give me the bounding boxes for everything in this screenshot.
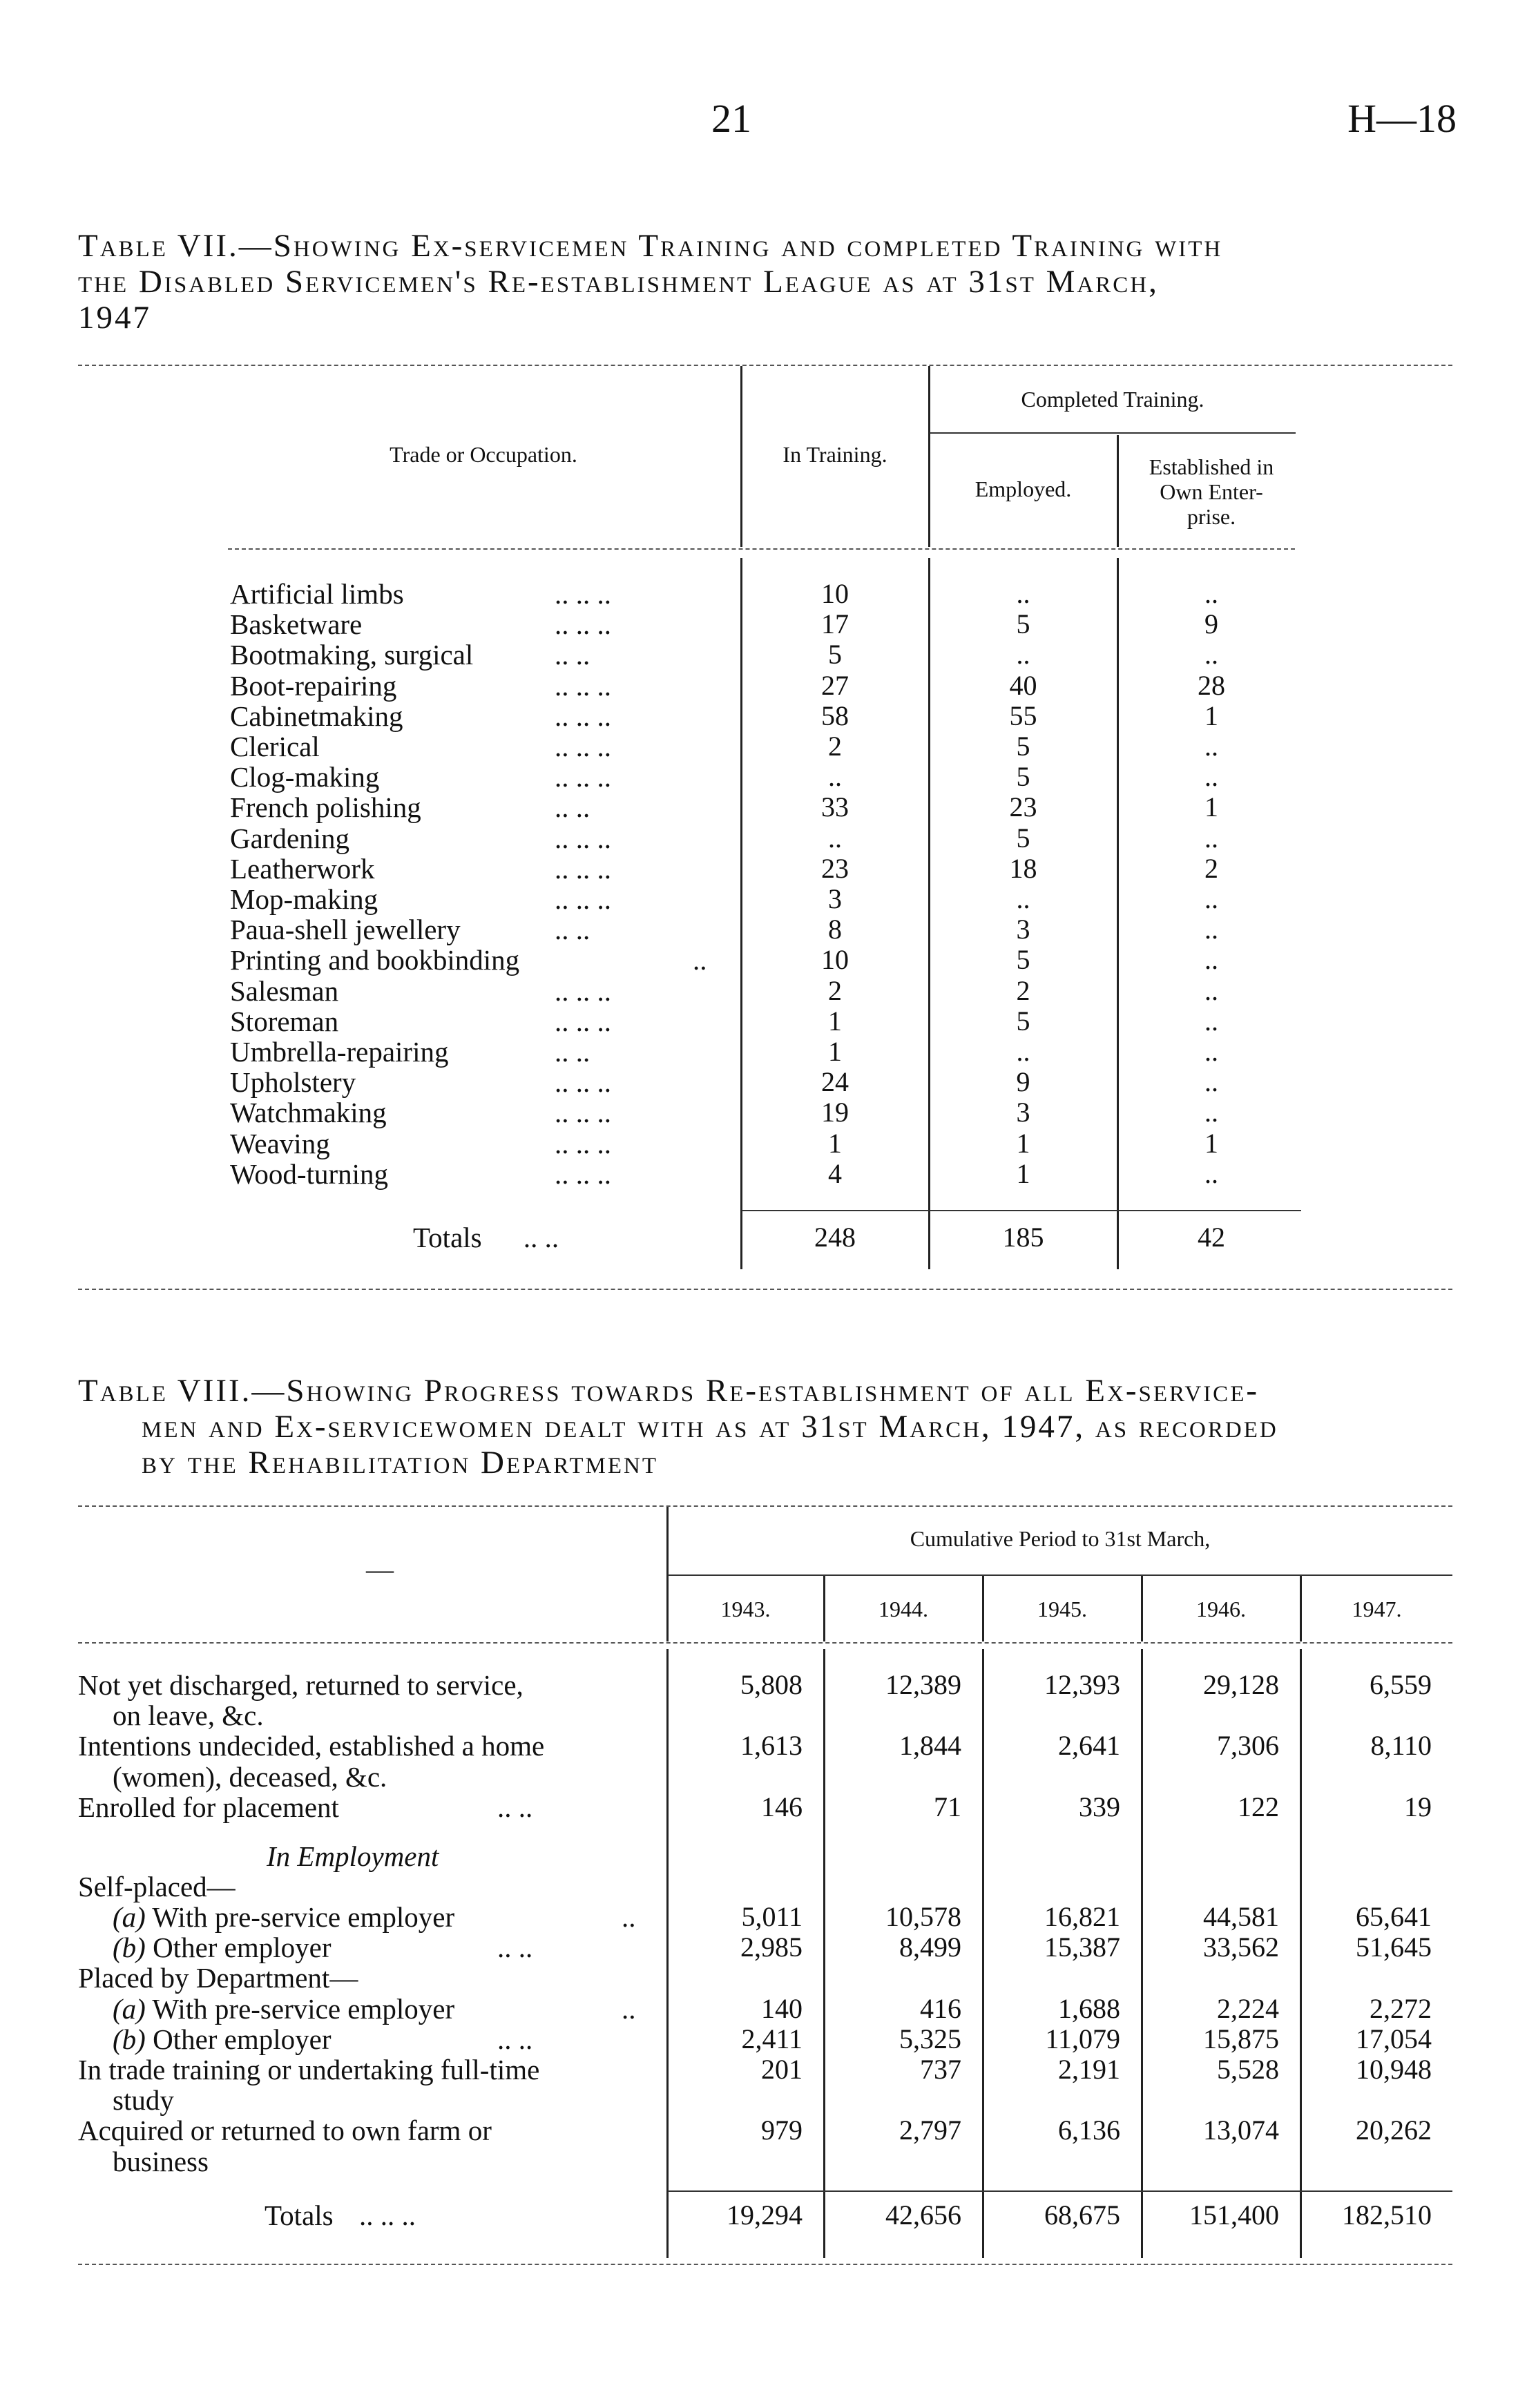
- table8-subrow-prefix: (b): [113, 1932, 146, 1964]
- table7-established-cell: ..: [1204, 1066, 1218, 1098]
- table7-trade-leader: .. .. ..: [555, 1005, 611, 1037]
- table7-trade-cell: [230, 1127, 611, 1159]
- table7-in-training-cell: ..: [828, 761, 842, 793]
- table7-established-cell: ..: [1204, 944, 1218, 976]
- table7-established-cell: ..: [1204, 731, 1218, 762]
- table8-row-label-cont: study: [113, 2084, 174, 2117]
- table7-employed-cell: 5: [1016, 761, 1030, 793]
- table7-trade-leader: .. ..: [555, 914, 590, 946]
- table8-value-cell: 1,688: [1058, 1992, 1120, 2024]
- table7-title-line2: the Disabled Servicemen's Re-establishment League as at 31st March,: [78, 264, 1159, 300]
- table8-value-cell: 182,510: [1342, 2199, 1432, 2231]
- table7-trade-leader: .. .. ..: [555, 852, 611, 885]
- table7-totals-label: [413, 1222, 559, 1253]
- table7-employed-cell: 5: [1016, 822, 1030, 854]
- table8-value-cell: 13,074: [1203, 2115, 1279, 2146]
- table7-employed-cell: 3: [1016, 1097, 1030, 1128]
- table7-in-training-cell: 10: [821, 578, 849, 609]
- table7-in-training-cell: 10: [821, 944, 849, 976]
- table8-value-cell: 5,011: [741, 1900, 803, 1932]
- table7-trade-name: Umbrella-repairing: [230, 1036, 449, 1068]
- table7-trade-name: Salesman: [230, 974, 339, 1007]
- table8-title-line2: men and Ex-servicewomen dealt with as at 31st March, 1947, as recorded: [142, 1409, 1278, 1445]
- table7-in-training-cell: 5: [828, 639, 842, 671]
- table8-year-header: 1943.: [720, 1597, 771, 1621]
- table8-value-cell: 12,389: [885, 1669, 961, 1700]
- table7-established-cell: ..: [1204, 914, 1218, 945]
- table8-subrow-leader: ..: [622, 1992, 636, 2025]
- table8-subrow-label: [113, 1994, 454, 2024]
- table8-header-rule: [78, 1642, 1452, 1644]
- table7-trade-leader: .. .. ..: [555, 1066, 611, 1099]
- table7-employed-cell: 23: [1009, 791, 1037, 823]
- table7-trade-leader: .. .. ..: [555, 883, 611, 915]
- table7-header-completed: Completed Training.: [1021, 387, 1204, 412]
- table7-employed-cell: 5: [1016, 1005, 1030, 1037]
- table8-value-cell: 51,645: [1356, 1932, 1432, 1963]
- table7-in-training-cell: 58: [821, 700, 849, 731]
- table8-value-cell: 1,613: [740, 1730, 803, 1762]
- table7-total-established: 42: [1198, 1222, 1225, 1253]
- table7-trade-name: Cabinetmaking: [230, 700, 403, 732]
- table8-row-label: Acquired or returned to own farm or: [78, 2115, 492, 2147]
- table7-established-cell: 1: [1204, 1127, 1218, 1159]
- table7-employed-cell: 3: [1016, 914, 1030, 945]
- table7-trade-name: Wood-turning: [230, 1157, 389, 1190]
- table7-trade-leader: .. .. ..: [555, 761, 611, 793]
- table8-subrow-label: [113, 1932, 332, 1963]
- table8-value-cell: 12,393: [1044, 1669, 1120, 1700]
- table8-subrow-leader: ..: [622, 1900, 636, 1933]
- table8-year-header: 1944.: [878, 1597, 928, 1621]
- table8-value-cell: 339: [1079, 1791, 1120, 1822]
- table8-value-cell: 44,581: [1203, 1900, 1279, 1932]
- table8-value-cell: 16,821: [1044, 1900, 1120, 1932]
- table7-trade-leader: .. .. ..: [555, 578, 611, 610]
- table7-trade-leader: .. ..: [555, 791, 590, 824]
- table8-in-employment-heading: In Employment: [267, 1840, 439, 1872]
- table7-employed-cell: 5: [1016, 731, 1030, 762]
- table8-totals-label: Totals: [265, 2199, 334, 2231]
- table7-trade-name: Storeman: [230, 1005, 339, 1037]
- table8-header-stub: —: [366, 1554, 394, 1585]
- table7-established-cell: 28: [1198, 669, 1225, 701]
- table8-value-cell: 2,411: [741, 2023, 803, 2054]
- table7-trade-leader: .. .. ..: [555, 1157, 611, 1190]
- table8-value-cell: 5,528: [1217, 2053, 1279, 2085]
- table8-title-line3: by the Rehabilitation Department: [142, 1445, 658, 1481]
- table7-in-training-cell: 1: [828, 1036, 842, 1067]
- table8-header-period: Cumulative Period to 31st March,: [910, 1526, 1211, 1551]
- table7-trade-name: Gardening: [230, 822, 350, 854]
- table7-trade-cell: [230, 578, 611, 610]
- table7-trade-cell: [230, 822, 611, 854]
- table8-top-rule: [78, 1505, 1452, 1507]
- table8-value-cell: 151,400: [1189, 2199, 1279, 2231]
- table8-subrow-text: Other employer: [153, 2023, 332, 2055]
- table7-employed-cell: ..: [1016, 639, 1030, 671]
- table8-row-label-cont: on leave, &c.: [113, 1699, 264, 1732]
- table8-value-cell: 19,294: [727, 2199, 803, 2231]
- table8-value-cell: 68,675: [1044, 2199, 1120, 2231]
- table8-year-header: 1946.: [1196, 1597, 1246, 1621]
- table7-trade-cell: [230, 639, 590, 671]
- table7-in-training-cell: 2: [828, 974, 842, 1006]
- table8-value-cell: 10,578: [885, 1900, 961, 1932]
- table7-trade-leader: .. .. ..: [555, 974, 611, 1007]
- table8-value-cell: 6,559: [1370, 1669, 1432, 1700]
- table7-established-cell: ..: [1204, 639, 1218, 671]
- table7-trade-cell: [230, 700, 611, 732]
- table7-trade-cell: [230, 914, 590, 946]
- table7-header-established-l3: prise.: [1187, 504, 1236, 529]
- table8-subrow-label: [113, 2024, 332, 2054]
- table8-value-cell: 2,985: [740, 1932, 803, 1963]
- table8-value-cell: 5,325: [899, 2023, 961, 2054]
- table7-established-cell: ..: [1204, 578, 1218, 609]
- table8-subrow-prefix: (a): [113, 1900, 146, 1933]
- table8-value-cell: 11,079: [1045, 2023, 1120, 2054]
- table7-trade-cell: [230, 1036, 590, 1068]
- table8-subrow-text: Other employer: [153, 1932, 332, 1964]
- table8-value-cell: 2,797: [899, 2115, 961, 2146]
- table8-value-cell: 2,272: [1370, 1992, 1432, 2024]
- table7-trade-leader: ..: [693, 944, 707, 976]
- table7-header-rule: [228, 548, 1295, 550]
- table7-trade-leader: .. .. ..: [555, 669, 611, 702]
- table7-established-cell: ..: [1204, 1036, 1218, 1067]
- table8-value-cell: 1,844: [899, 1730, 961, 1762]
- table7-established-cell: ..: [1204, 1005, 1218, 1037]
- table8-title-line1: Table VIII.—Showing Progress towards Re-establishment of all Ex-service-: [78, 1373, 1260, 1409]
- table8-value-cell: 7,306: [1217, 1730, 1279, 1762]
- table7-title-line3: 1947: [78, 300, 151, 336]
- table7-bottom-rule: [78, 1289, 1452, 1290]
- table7-in-training-cell: 33: [821, 791, 849, 823]
- table7-trade-name: Boot-repairing: [230, 669, 397, 702]
- table7-established-cell: ..: [1204, 883, 1218, 914]
- table7-employed-cell: 9: [1016, 1066, 1030, 1098]
- table8-value-cell: 2,191: [1058, 2053, 1120, 2085]
- table8-subrow-prefix: (a): [113, 1992, 146, 2025]
- table8-row-label-cont: (women), deceased, &c.: [113, 1760, 387, 1793]
- table8-row-leader: .. ..: [497, 1791, 533, 1823]
- table8-row-label-cont: business: [113, 2145, 209, 2177]
- table8-subrow-label: [113, 1902, 454, 1932]
- table8-placed-label: Placed by Department—: [78, 1962, 358, 1994]
- table8-row-label: Enrolled for placement: [78, 1791, 339, 1823]
- table7-trade-name: Bootmaking, surgical: [230, 639, 474, 671]
- table7-trade-leader: .. .. ..: [555, 822, 611, 854]
- table7-trade-cell: [230, 1097, 611, 1129]
- table8-subrow-leader: .. ..: [497, 2023, 533, 2055]
- table8-value-cell: 5,808: [740, 1669, 803, 1700]
- table7-established-cell: ..: [1204, 761, 1218, 793]
- table8-title: [78, 1373, 1452, 1481]
- table7-trade-name: Clog-making: [230, 761, 380, 793]
- table8-year-header: 1947.: [1352, 1597, 1402, 1621]
- table7-in-training-cell: 23: [821, 852, 849, 884]
- table7-employed-cell: ..: [1016, 1036, 1030, 1067]
- table8-subrow-leader: .. ..: [497, 1932, 533, 1964]
- table7-trade-leader: .. .. ..: [555, 608, 611, 641]
- table7-header-established-l1: Established in: [1149, 454, 1274, 479]
- table8-value-cell: 15,875: [1203, 2023, 1279, 2054]
- table7-trade-name: Basketware: [230, 608, 363, 641]
- table7-trade-name: French polishing: [230, 791, 421, 824]
- table7-header-trade: Trade or Occupation.: [390, 442, 577, 467]
- table7-in-training-cell: 1: [828, 1005, 842, 1037]
- table7-trade-cell: [230, 731, 611, 762]
- table7-header-in-training: In Training.: [782, 442, 887, 467]
- table7-trade-cell: [230, 1066, 611, 1099]
- table7-trade-name: Mop-making: [230, 883, 378, 915]
- table8-totals-leader: .. .. ..: [359, 2199, 416, 2231]
- page-number: 21: [711, 96, 751, 141]
- table7-trade-cell: [230, 883, 611, 915]
- table8-value-cell: 122: [1238, 1791, 1279, 1822]
- table8-value-cell: 19: [1404, 1791, 1432, 1822]
- table7-established-cell: 1: [1204, 791, 1218, 823]
- table8-value-cell: 20,262: [1356, 2115, 1432, 2146]
- table8-totals-rule: [668, 2190, 1452, 2192]
- table8-subrow-text: With pre-service employer: [152, 1900, 455, 1933]
- table8-year-header: 1945.: [1037, 1597, 1087, 1621]
- table7-trade-leader: .. .. ..: [555, 731, 611, 762]
- table7-header-established: [1118, 454, 1305, 529]
- table8-value-cell: 15,387: [1044, 1932, 1120, 1963]
- table7-in-training-cell: 8: [828, 914, 842, 945]
- page-reference: H—18: [1347, 96, 1457, 141]
- table7-employed-cell: 5: [1016, 608, 1030, 640]
- table8-subrow-prefix: (b): [113, 2023, 146, 2055]
- table7-in-training-cell: 17: [821, 608, 849, 640]
- table7-established-cell: ..: [1204, 822, 1218, 854]
- table7-trade-name: Clerical: [230, 731, 320, 762]
- table8-value-cell: 29,128: [1203, 1669, 1279, 1700]
- table8-self-placed-label: Self-placed—: [78, 1870, 236, 1903]
- table7-trade-cell: [230, 791, 590, 824]
- table8-value-cell: 10,948: [1356, 2053, 1432, 2085]
- table7-employed-cell: 18: [1009, 852, 1037, 884]
- table7-completed-rule: [930, 432, 1296, 434]
- table7-trade-name: Printing and bookbinding: [230, 944, 520, 976]
- table7-employed-cell: 1: [1016, 1157, 1030, 1189]
- table8-value-cell: 71: [934, 1791, 961, 1822]
- table7-trade-name: Weaving: [230, 1127, 330, 1159]
- table7-trade-cell: [230, 852, 611, 885]
- table8-bottom-rule: [78, 2264, 1452, 2265]
- table7-employed-cell: 1: [1016, 1127, 1030, 1159]
- table8-value-cell: 65,641: [1356, 1900, 1432, 1932]
- table7-header-employed: Employed.: [974, 476, 1072, 501]
- table7-established-cell: 9: [1204, 608, 1218, 640]
- table8-value-cell: 737: [920, 2053, 961, 2085]
- table7-established-cell: 1: [1204, 700, 1218, 731]
- table8-value-cell: 6,136: [1058, 2115, 1120, 2146]
- table7-established-cell: ..: [1204, 1157, 1218, 1189]
- table7-established-cell: 2: [1204, 852, 1218, 884]
- table7-trade-cell: [230, 608, 611, 641]
- table7-trade-name: Leatherwork: [230, 852, 375, 885]
- table8-row-label: Intentions undecided, established a home: [78, 1730, 545, 1762]
- table7-trade-name: Upholstery: [230, 1066, 356, 1099]
- table7-top-rule: [78, 365, 1452, 366]
- table8-value-cell: 416: [920, 1992, 961, 2024]
- table7-in-training-cell: 3: [828, 883, 842, 914]
- table7-title-line1: Table VII.—Showing Ex-servicemen Training and completed Training with: [78, 228, 1223, 264]
- table8-value-cell: 201: [761, 2053, 803, 2085]
- table7-in-training-cell: 2: [828, 731, 842, 762]
- table7-trade-leader: .. .. ..: [555, 1097, 611, 1129]
- table7-total-in-training: 248: [814, 1222, 856, 1253]
- table7-trade-leader: .. ..: [555, 1036, 590, 1068]
- table7-trade-cell: [230, 974, 611, 1007]
- table8-value-cell: 8,499: [899, 1932, 961, 1963]
- table7-trade-cell: [230, 1005, 611, 1037]
- table8-row-label: Not yet discharged, returned to service,: [78, 1669, 524, 1701]
- table7-trade-cell: [230, 669, 611, 702]
- table7-total-employed: 185: [1002, 1222, 1044, 1253]
- table7-employed-cell: ..: [1016, 883, 1030, 914]
- table8-value-cell: 33,562: [1203, 1932, 1279, 1963]
- table8-value-cell: 140: [761, 1992, 803, 2024]
- table7-in-training-cell: 24: [821, 1066, 849, 1098]
- table7-in-training-cell: 1: [828, 1127, 842, 1159]
- table8-value-cell: 979: [761, 2115, 803, 2146]
- table7-established-cell: ..: [1204, 974, 1218, 1006]
- table7-trade-name: Paua-shell jewellery: [230, 914, 461, 946]
- table7-established-cell: ..: [1204, 1097, 1218, 1128]
- table7-trade-cell: [230, 1157, 611, 1190]
- table7-trade-name: Artificial limbs: [230, 578, 404, 610]
- table7-header-established-l2: Own Enter-: [1160, 479, 1263, 504]
- table8-row-label: In trade training or undertaking full-time: [78, 2053, 540, 2086]
- table7-totals-text: Totals: [413, 1222, 482, 1253]
- table7-trade-cell: [230, 944, 707, 976]
- table8-value-cell: 8,110: [1370, 1730, 1432, 1762]
- table7-employed-cell: 2: [1016, 974, 1030, 1006]
- table7-in-training-cell: 27: [821, 669, 849, 701]
- table8-value-cell: 2,641: [1058, 1730, 1120, 1762]
- table7-employed-cell: 40: [1009, 669, 1037, 701]
- table7-employed-cell: 5: [1016, 944, 1030, 976]
- table7-totals-rule: [742, 1210, 1301, 1211]
- table7-employed-cell: ..: [1016, 578, 1030, 609]
- table7-trade-leader: .. .. ..: [555, 700, 611, 732]
- table8-subrow-text: With pre-service employer: [152, 1992, 455, 2025]
- table8-value-cell: 146: [761, 1791, 803, 1822]
- table7-totals-leader: .. ..: [523, 1222, 559, 1253]
- table7-in-training-cell: 4: [828, 1157, 842, 1189]
- table7-in-training-cell: 19: [821, 1097, 849, 1128]
- table7-title: [78, 228, 1452, 336]
- table8-period-rule: [668, 1574, 1452, 1576]
- table7-trade-leader: .. ..: [555, 639, 590, 671]
- table8-value-cell: 42,656: [885, 2199, 961, 2231]
- table7-trade-name: Watchmaking: [230, 1097, 387, 1129]
- table7-in-training-cell: ..: [828, 822, 842, 854]
- table8-value-cell: 2,224: [1217, 1992, 1279, 2024]
- table7-trade-leader: .. .. ..: [555, 1127, 611, 1159]
- table7-trade-cell: [230, 761, 611, 793]
- table8-value-cell: 17,054: [1356, 2023, 1432, 2054]
- table7-employed-cell: 55: [1009, 700, 1037, 731]
